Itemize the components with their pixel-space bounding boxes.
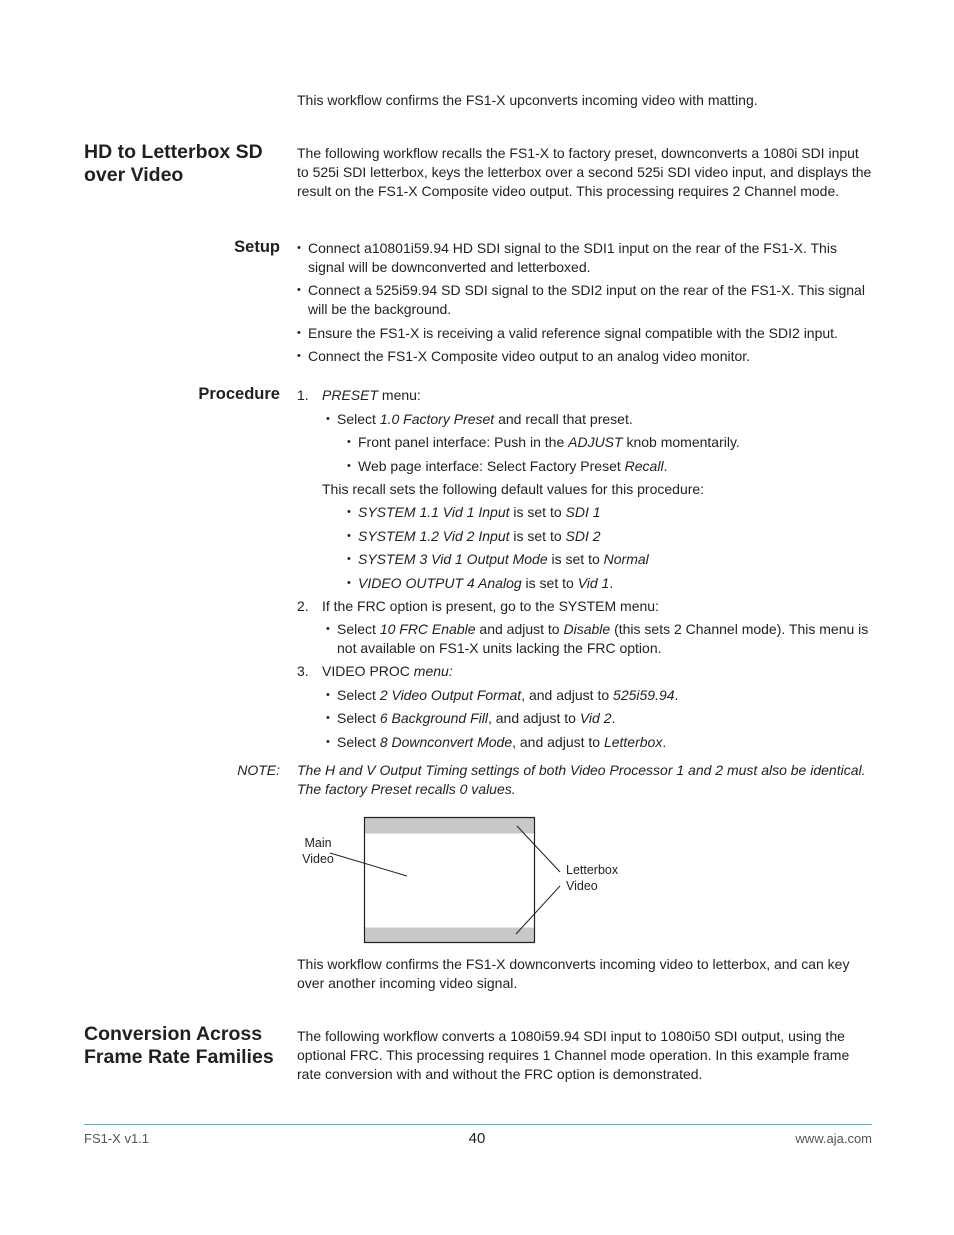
default-value-item: • SYSTEM 3 Vid 1 Output Mode is set to Normal <box>347 550 649 569</box>
footer-url[interactable]: www.aja.com <box>795 1131 872 1146</box>
step2-text: If the FRC option is present, go to the SYSTEM menu: <box>322 598 659 614</box>
setup-item: • Ensure the FS1-X is receiving a valid reference signal compatible with the SDI2 input. <box>297 324 872 343</box>
step-number: 2. <box>297 598 309 614</box>
video-frame <box>365 818 535 943</box>
main-video-label: Main Video <box>302 836 334 866</box>
section1-description: The following workflow recalls the FS1-X to factory preset, downconverts a 1080i SDI input to 525i SDI letterbox, keys the letterbox over a second 525i SDI video input, and displays the result on the FS1-X Composite video output. This processing requires 2 Channel mode. <box>297 145 872 199</box>
setup-item: • Connect a 525i59.94 SD SDI signal to the SDI2 input on the rear of the FS1-X. This signal will be the background. <box>297 281 872 319</box>
step1-text: PRESET menu: <box>322 387 421 403</box>
main-video-pointer <box>330 853 407 876</box>
default-value-item: • SYSTEM 1.2 Vid 2 Input is set to SDI 2 <box>347 527 601 546</box>
letterbox-bar-bottom <box>365 928 535 943</box>
confirm-paragraph: This workflow confirms the FS1-X downconverts incoming video to letterbox, and can key over another incoming video signal. <box>297 956 850 991</box>
web-page-item: • Web page interface: Select Factory Preset Recall. <box>347 457 667 476</box>
step1-select-item: • Select 1.0 Factory Preset and recall that preset. <box>326 410 633 429</box>
footer-rule <box>84 1124 872 1125</box>
setup-item: • Connect a10801i59.94 HD SDI signal to the SDI1 input on the rear of the FS1-X. This signal will be downconverted and letterboxed. <box>297 239 872 277</box>
section-heading-hd-letterbox: HD to Letterbox SD over Video <box>84 141 263 186</box>
step2-select-item: • Select 10 FRC Enable and adjust to Disable (this sets 2 Channel mode). This menu is not available on FS1-X units lacking the FRC option. <box>326 620 872 658</box>
step-number: 3. <box>297 663 309 679</box>
procedure-heading: Procedure <box>198 385 280 403</box>
setup-heading: Setup <box>234 238 280 256</box>
step3-select-item: • Select 2 Video Output Format, and adjust to 525i59.94. <box>326 686 678 705</box>
recall-text: This recall sets the following default values for this procedure: <box>322 481 705 497</box>
note-text: The H and V Output Timing settings of both Video Processor 1 and 2 must also be identical. The factory Preset recalls 0 values. <box>297 762 866 797</box>
default-value-item: • VIDEO OUTPUT 4 Analog is set to Vid 1. <box>347 574 613 593</box>
default-value-item: • SYSTEM 1.1 Vid 1 Input is set to SDI 1 <box>347 503 601 522</box>
front-panel-item: • Front panel interface: Push in the ADJUST knob momentarily. <box>347 433 740 452</box>
section-heading-frame-rate: Conversion Across Frame Rate Families <box>84 1023 274 1068</box>
step-number: 1. <box>297 387 309 403</box>
step3-select-item: • Select 8 Downconvert Mode, and adjust to Letterbox. <box>326 733 666 752</box>
footer-doc-version: FS1-X v1.1 <box>84 1131 150 1146</box>
page-number: 40 <box>468 1130 486 1147</box>
letterbox-video-label: Letterbox Video <box>566 863 619 893</box>
intro-paragraph: This workflow confirms the FS1-X upconverts incoming video with matting. <box>297 92 758 108</box>
letterbox-bar-top <box>365 818 535 834</box>
step3-text: VIDEO PROC menu: <box>322 663 453 679</box>
letterbox-pointer-top <box>517 826 560 872</box>
step3-select-item: • Select 6 Background Fill, and adjust to Vid 2. <box>326 709 615 728</box>
letterbox-pointer-bottom <box>516 886 560 934</box>
setup-item: • Connect the FS1-X Composite video output to an analog video monitor. <box>297 347 872 366</box>
section2-description: The following workflow converts a 1080i59.94 SDI input to 1080i50 SDI output, using the optional FRC. This processing requires 1 Channel mode operation. In this example frame rate conversion with and without the FRC option is demonstrated. <box>297 1028 850 1082</box>
note-label: NOTE: <box>237 762 280 778</box>
